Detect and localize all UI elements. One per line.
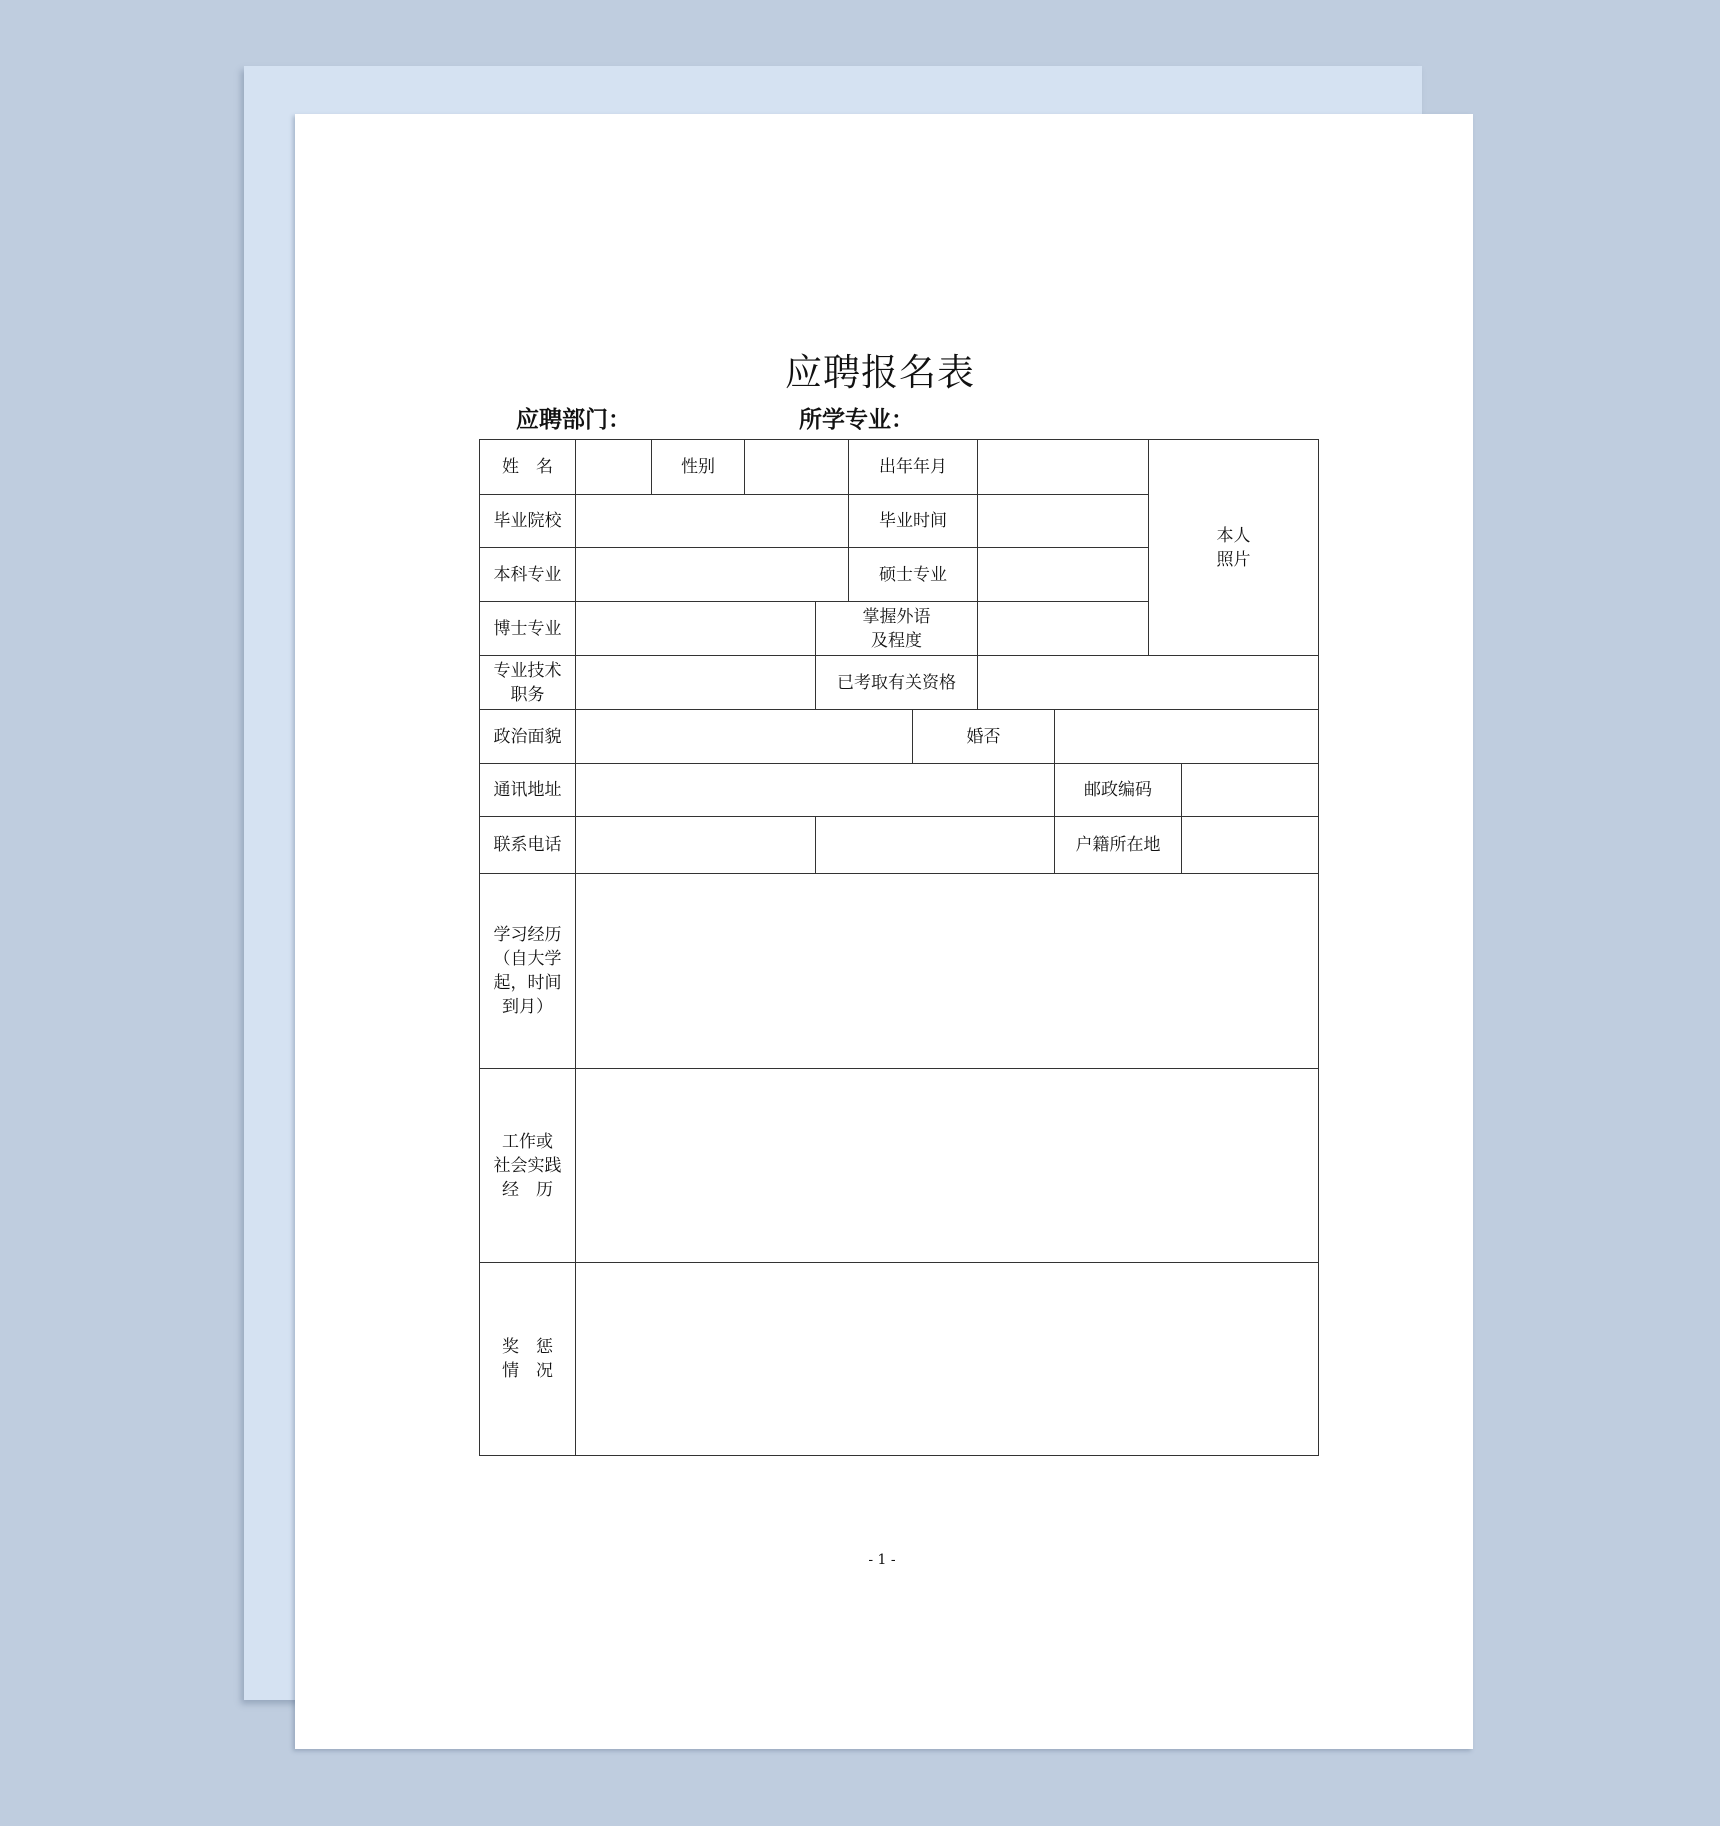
label-study-history: 学习经历 （自大学 起，时间 到月） bbox=[479, 873, 576, 1069]
field-name[interactable] bbox=[575, 439, 652, 495]
field-language[interactable] bbox=[977, 601, 1149, 656]
field-professional-title[interactable] bbox=[575, 655, 816, 710]
field-grad-time[interactable] bbox=[977, 494, 1149, 548]
label-grad-time: 毕业时间 bbox=[848, 494, 978, 548]
field-school[interactable] bbox=[575, 494, 849, 548]
label-professional-title: 专业技术 职务 bbox=[479, 655, 576, 710]
page-number: - 1 - bbox=[868, 1552, 896, 1568]
label-master-major: 硕士专业 bbox=[848, 547, 978, 602]
label-marital: 婚否 bbox=[912, 709, 1055, 764]
field-master-major[interactable] bbox=[977, 547, 1149, 602]
label-household: 户籍所在地 bbox=[1054, 816, 1182, 874]
label-language: 掌握外语 及程度 bbox=[815, 601, 978, 656]
field-household[interactable] bbox=[1181, 816, 1319, 874]
label-qualification: 已考取有关资格 bbox=[815, 655, 978, 710]
field-birth[interactable] bbox=[977, 439, 1149, 495]
major-label: 所学专业： bbox=[799, 406, 914, 433]
photo-box[interactable]: 本人 照片 bbox=[1148, 439, 1319, 656]
field-address[interactable] bbox=[575, 763, 1055, 817]
label-name: 姓 名 bbox=[479, 439, 576, 495]
department-label: 应聘部门： bbox=[516, 406, 631, 433]
field-gender[interactable] bbox=[744, 439, 849, 495]
field-marital[interactable] bbox=[1054, 709, 1319, 764]
field-phone-2[interactable] bbox=[815, 816, 1055, 874]
label-postcode: 邮政编码 bbox=[1054, 763, 1182, 817]
label-work-history: 工作或 社会实践 经 历 bbox=[479, 1068, 576, 1263]
label-address: 通讯地址 bbox=[479, 763, 576, 817]
page-title: 应聘报名表 bbox=[785, 351, 975, 394]
label-birth: 出年年月 bbox=[848, 439, 978, 495]
label-school: 毕业院校 bbox=[479, 494, 576, 548]
field-awards[interactable] bbox=[575, 1262, 1319, 1456]
label-political: 政治面貌 bbox=[479, 709, 576, 764]
field-postcode[interactable] bbox=[1181, 763, 1319, 817]
field-phone-1[interactable] bbox=[575, 816, 816, 874]
label-awards: 奖 惩 情 况 bbox=[479, 1262, 576, 1456]
field-qualification[interactable] bbox=[977, 655, 1319, 710]
field-study-history[interactable] bbox=[575, 873, 1319, 1069]
field-political[interactable] bbox=[575, 709, 913, 764]
field-phd-major[interactable] bbox=[575, 601, 816, 656]
label-gender: 性别 bbox=[651, 439, 745, 495]
label-bachelor-major: 本科专业 bbox=[479, 547, 576, 602]
field-bachelor-major[interactable] bbox=[575, 547, 849, 602]
label-phone: 联系电话 bbox=[479, 816, 576, 874]
field-work-history[interactable] bbox=[575, 1068, 1319, 1263]
label-phd-major: 博士专业 bbox=[479, 601, 576, 656]
